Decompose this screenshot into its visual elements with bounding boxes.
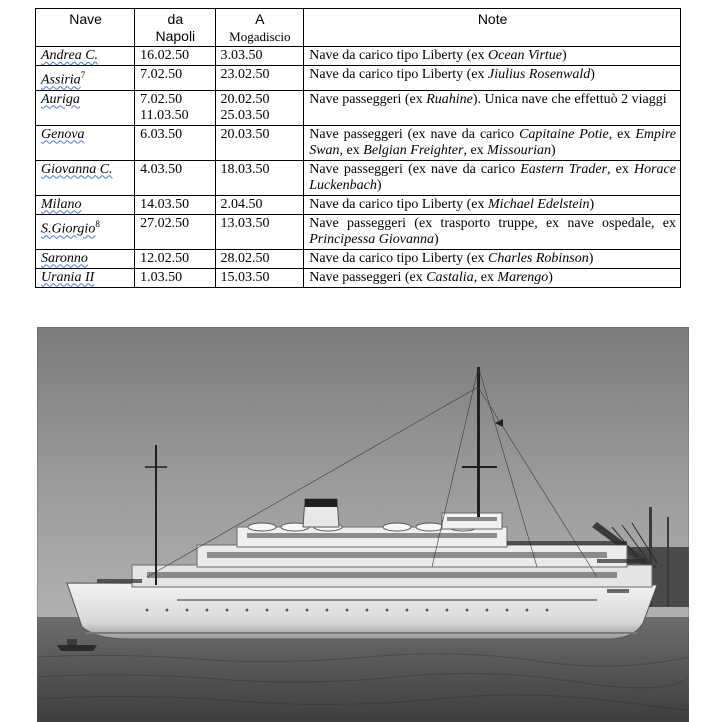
departure-date: 7.02.50 [140, 91, 183, 107]
table-row [36, 66, 681, 91]
ship-name: Saronno [41, 250, 88, 266]
header-to-line2: Mogadiscio [229, 29, 291, 44]
cell-arrival-date [215, 268, 304, 287]
header-from-line1: da [167, 11, 184, 27]
cell-ship-name [36, 195, 135, 214]
departure-date: 6.03.50 [140, 126, 183, 142]
table-row [36, 47, 681, 66]
cell-ship-name [36, 249, 135, 268]
cell-departure-date [135, 125, 215, 160]
cell-notes: Nave passeggeri (ex Ruahine). Unica nave che effettuò 2 viaggi [304, 90, 681, 125]
cell-departure-date [135, 47, 215, 66]
departure-date: 12.02.50 [140, 250, 190, 266]
cell-arrival-date [215, 195, 304, 214]
arrival-date: 3.03.50 [220, 48, 263, 63]
header-notes: Note [304, 9, 681, 47]
ship-name: Andrea C. [41, 48, 99, 63]
table-row [36, 249, 681, 268]
header-from-line2: Napoli [155, 28, 196, 44]
departure-date: 16.02.50 [140, 48, 190, 63]
cell-ship-name [36, 47, 135, 66]
departure-date: 14.03.50 [140, 196, 190, 212]
cell-arrival-date [215, 47, 304, 66]
ship-photo [37, 327, 689, 722]
cell-arrival-date [215, 249, 304, 268]
ship-departures-table [35, 8, 681, 288]
arrival-date: 15.03.50 [220, 269, 270, 285]
footnote-marker: 7 [80, 70, 86, 80]
cell-ship-name [36, 214, 135, 249]
arrival-date: 28.02.50 [220, 250, 270, 266]
cell-notes: Nave passeggeri (ex Castalia, ex Marengo) [304, 268, 681, 287]
arrival-date: 23.02.50 [220, 67, 270, 82]
table-body [36, 47, 681, 288]
cell-notes: Nave passeggeri (ex trasporto truppe, ex nave ospedale, ex Principessa Giovanna) [304, 214, 681, 249]
cell-arrival-date [215, 160, 304, 195]
arrival-date: 2.04.50 [220, 196, 263, 212]
cell-departure-date [135, 195, 215, 214]
table-row [36, 214, 681, 249]
table-row [36, 125, 681, 160]
cell-notes: Nave da carico tipo Liberty (ex Jiulius Rosenwald) [304, 66, 681, 91]
ship-name: S.Giorgio [41, 221, 96, 237]
footnote-marker: 8 [95, 218, 100, 229]
cell-departure-date [135, 249, 215, 268]
cell-arrival-date [215, 90, 304, 125]
departure-date: 1.03.50 [140, 269, 183, 285]
cell-ship-name [36, 90, 135, 125]
cell-ship-name [36, 268, 135, 287]
ship-name: Giovanna C. [41, 161, 113, 177]
header-to [215, 9, 304, 47]
ship-name: Milano [41, 196, 82, 212]
departure-date: 11.03.50 [140, 107, 189, 123]
cell-notes: Nave passeggeri (ex nave da carico Capitaine Potie, ex Empire Swan, ex Belgian Freighter, ex Missourian) [304, 125, 681, 160]
cell-notes: Nave da carico tipo Liberty (ex Ocean Virtue) [304, 47, 681, 66]
arrival-date: 18.03.50 [220, 161, 270, 177]
header-to-line1: A [255, 11, 265, 27]
departure-date: 4.03.50 [140, 161, 183, 177]
ship-name: Auriga [41, 91, 80, 107]
departure-date: 27.02.50 [140, 215, 190, 231]
cell-departure-date [135, 90, 215, 125]
ship-photo-icon [37, 327, 689, 722]
arrival-date: 13.03.50 [220, 215, 270, 231]
departure-date: 7.02.50 [140, 67, 183, 82]
header-from [135, 9, 215, 47]
cell-notes: Nave da carico tipo Liberty (ex Michael Edelstein) [304, 195, 681, 214]
ship-name: Urania II [41, 269, 95, 285]
cell-ship-name [36, 66, 135, 91]
arrival-date: 25.03.50 [220, 107, 270, 123]
table-header [36, 9, 681, 47]
arrival-date: 20.02.50 [220, 91, 270, 107]
table-row [36, 195, 681, 214]
cell-arrival-date [215, 66, 304, 91]
cell-arrival-date [215, 214, 304, 249]
ship-name: Genova [41, 126, 85, 142]
arrival-date: 20.03.50 [220, 126, 270, 142]
cell-arrival-date [215, 125, 304, 160]
cell-notes: Nave da carico tipo Liberty (ex Charles Robinson) [304, 249, 681, 268]
table-row [36, 90, 681, 125]
cell-ship-name [36, 125, 135, 160]
cell-ship-name [36, 160, 135, 195]
cell-departure-date [135, 268, 215, 287]
header-ship: Nave [36, 9, 135, 47]
ship-name: Assiria [41, 72, 81, 88]
table-row [36, 160, 681, 195]
cell-notes: Nave passeggeri (ex nave da carico Eastern Trader, ex Horace Luckenbach) [304, 160, 681, 195]
table-row [36, 268, 681, 287]
cell-departure-date [135, 66, 215, 91]
cell-departure-date [135, 160, 215, 195]
table-header-row [36, 9, 681, 47]
cell-departure-date [135, 214, 215, 249]
